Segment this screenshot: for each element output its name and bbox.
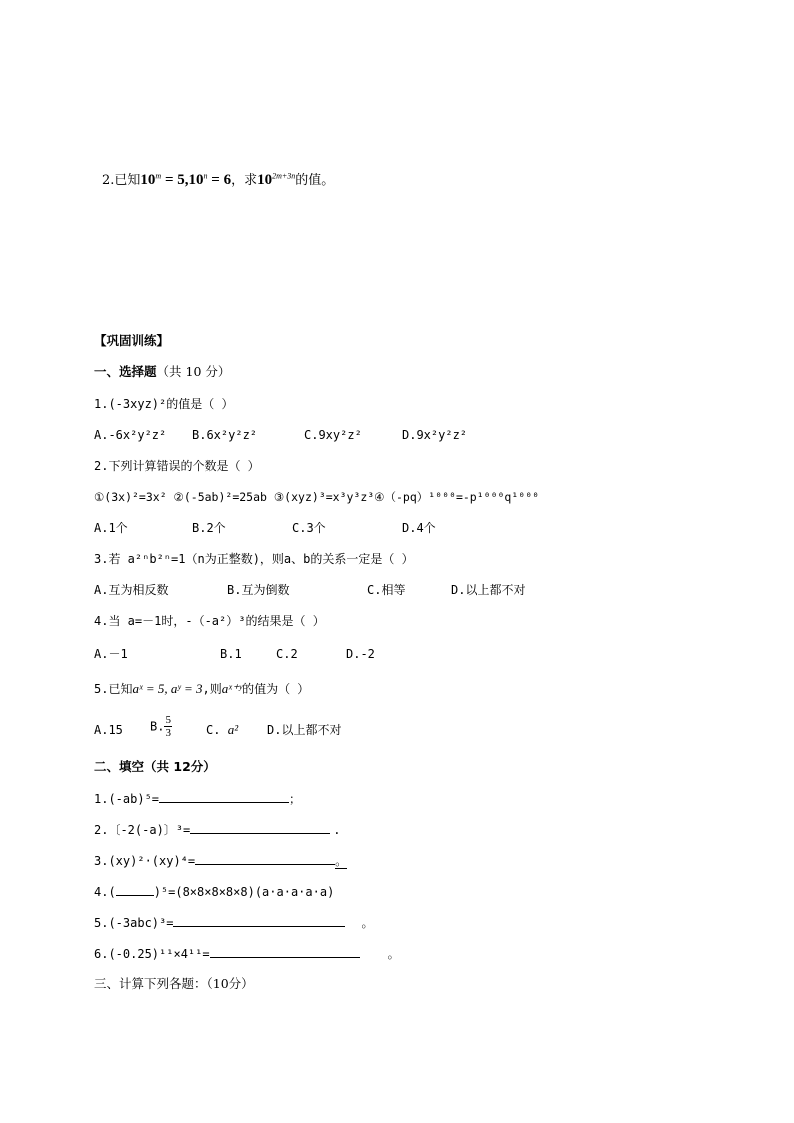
formula-b-exp: n [203, 171, 208, 181]
fill-item-3 [94, 853, 347, 869]
fill-heading-main: 二、填空 [94, 759, 145, 774]
fill-3-blank[interactable] [195, 853, 335, 865]
section-heading: 【巩固训练】 [94, 333, 170, 348]
formula-a-rhs: = 5, [161, 172, 189, 188]
choice-heading-sub: （共 10 分） [156, 364, 231, 379]
formula-b-rhs: = 6 [207, 172, 232, 188]
fill-4-blank[interactable] [116, 884, 154, 896]
target-exp: 2m+3n [272, 171, 296, 181]
q5-option-b-fraction [164, 714, 172, 739]
fill-2-suffix: . [333, 823, 341, 837]
formula-b-base: 10 [188, 172, 204, 188]
q4-option-d: D.-2 [346, 647, 375, 661]
top-problem-suffix: 的值。 [295, 173, 335, 188]
fill-1-prefix: 1.(-ab)⁵= [94, 792, 160, 806]
top-problem-number: 2. [102, 173, 115, 188]
fill-item-1 [94, 791, 301, 807]
q2-option-b: B.2个 [192, 521, 226, 535]
q3-option-c: C.相等 [367, 583, 406, 597]
calc-heading: 三、计算下列各题：（10分） [94, 976, 254, 991]
fill-item-5 [94, 915, 374, 931]
q5-stem-mid: ,则 [202, 682, 222, 696]
q4-option-b: B.1 [220, 647, 242, 661]
fill-6-blank[interactable] [210, 946, 360, 958]
fill-5-blank[interactable] [173, 915, 345, 927]
fill-heading-sub: （共 12分） [144, 759, 216, 774]
q5-stem-suffix: 的值为（ ） [242, 682, 310, 696]
q2-option-a: A.1个 [94, 521, 128, 535]
q5-fraction-numerator: 5 [165, 714, 171, 726]
q5-option-d: D.以上都不对 [267, 723, 342, 737]
q1-option-d: D.9x²y²z² [402, 428, 468, 442]
q4-option-a: A.－1 [94, 647, 128, 661]
fill-3-prefix: 3.(xy)²·(xy)⁴= [94, 854, 196, 868]
q1-option-b: B.6x²y²z² [192, 428, 258, 442]
target-base: 10 [257, 172, 273, 188]
fill-4-middle: )⁵=(8×8×8×8×8)(a·a·a·a·a) [153, 885, 335, 899]
q5-option-c-label: C. [206, 723, 221, 737]
question-1-stem: 1.(-3xyz)²的值是（ ） [94, 397, 234, 411]
fill-5-suffix: 。 [361, 916, 374, 930]
q5-option-c [206, 722, 238, 738]
fill-1-suffix: ； [289, 792, 302, 806]
fill-6-prefix: 6.(-0.25)¹¹×4¹¹= [94, 947, 210, 961]
q5-option-b [150, 714, 172, 739]
question-3-stem: 3.若 a²ⁿb²ⁿ=1（n为正整数)，则a、b的关系一定是（ ） [94, 552, 414, 566]
q3-option-b: B.互为倒数 [227, 583, 290, 597]
q5-option-c-math: a² [227, 722, 239, 737]
q5-option-a: A.15 [94, 723, 123, 737]
q5-fraction-denominator: 3 [165, 727, 171, 739]
q2-option-d: D.4个 [402, 521, 436, 535]
fill-1-blank[interactable] [159, 791, 289, 803]
fill-2-prefix: 2.〔-2(-a)〕³= [94, 823, 191, 837]
q5-stem-math: aˣ = 5, aʸ = 3 [132, 681, 203, 696]
fill-item-2 [94, 822, 340, 838]
fill-5-prefix: 5.(-3abc)³= [94, 916, 174, 930]
q3-option-d: D.以上都不对 [451, 583, 526, 597]
q5-stem-prefix: 5.已知 [94, 682, 133, 696]
fill-6-suffix: 。 [387, 947, 400, 961]
choice-heading-main: 一、选择题 [94, 364, 157, 379]
formula-a-exp: m [155, 171, 162, 181]
q1-option-a: A.-6x²y²z² [94, 428, 167, 442]
q2-option-c: C.3个 [292, 521, 326, 535]
question-5-stem [94, 681, 309, 697]
question-2-statement: ①(3x)²=3x² ②(-5ab)²=25ab ③(xyz)³=x³y³z³④（-pq）¹⁰⁰⁰=-p¹⁰⁰⁰q¹⁰⁰⁰ [94, 490, 540, 504]
q5-option-b-label: B. [150, 719, 165, 734]
question-2-stem: 2.下列计算错误的个数是（ ） [94, 459, 260, 473]
fill-3-suffix: 。 [335, 854, 348, 868]
q5-stem-math2: aˣ⁺ʸ [221, 681, 243, 696]
choice-heading [94, 364, 230, 380]
question-4-stem: 4.当 a=－1时，-（-a²）³的结果是（ ） [94, 614, 325, 628]
top-problem [102, 172, 334, 189]
fill-item-4 [94, 884, 334, 900]
q4-option-c: C.2 [276, 647, 298, 661]
top-problem-middle: ，求 [231, 173, 258, 188]
fill-item-6 [94, 946, 400, 962]
q1-option-c: C.9xy²z² [304, 428, 362, 442]
fill-2-blank[interactable] [190, 822, 330, 834]
formula-a-base: 10 [140, 172, 156, 188]
q3-option-a: A.互为相反数 [94, 583, 169, 597]
fill-heading [94, 759, 216, 775]
top-problem-prefix: 已知 [114, 173, 141, 188]
fill-4-prefix: 4.( [94, 885, 116, 899]
